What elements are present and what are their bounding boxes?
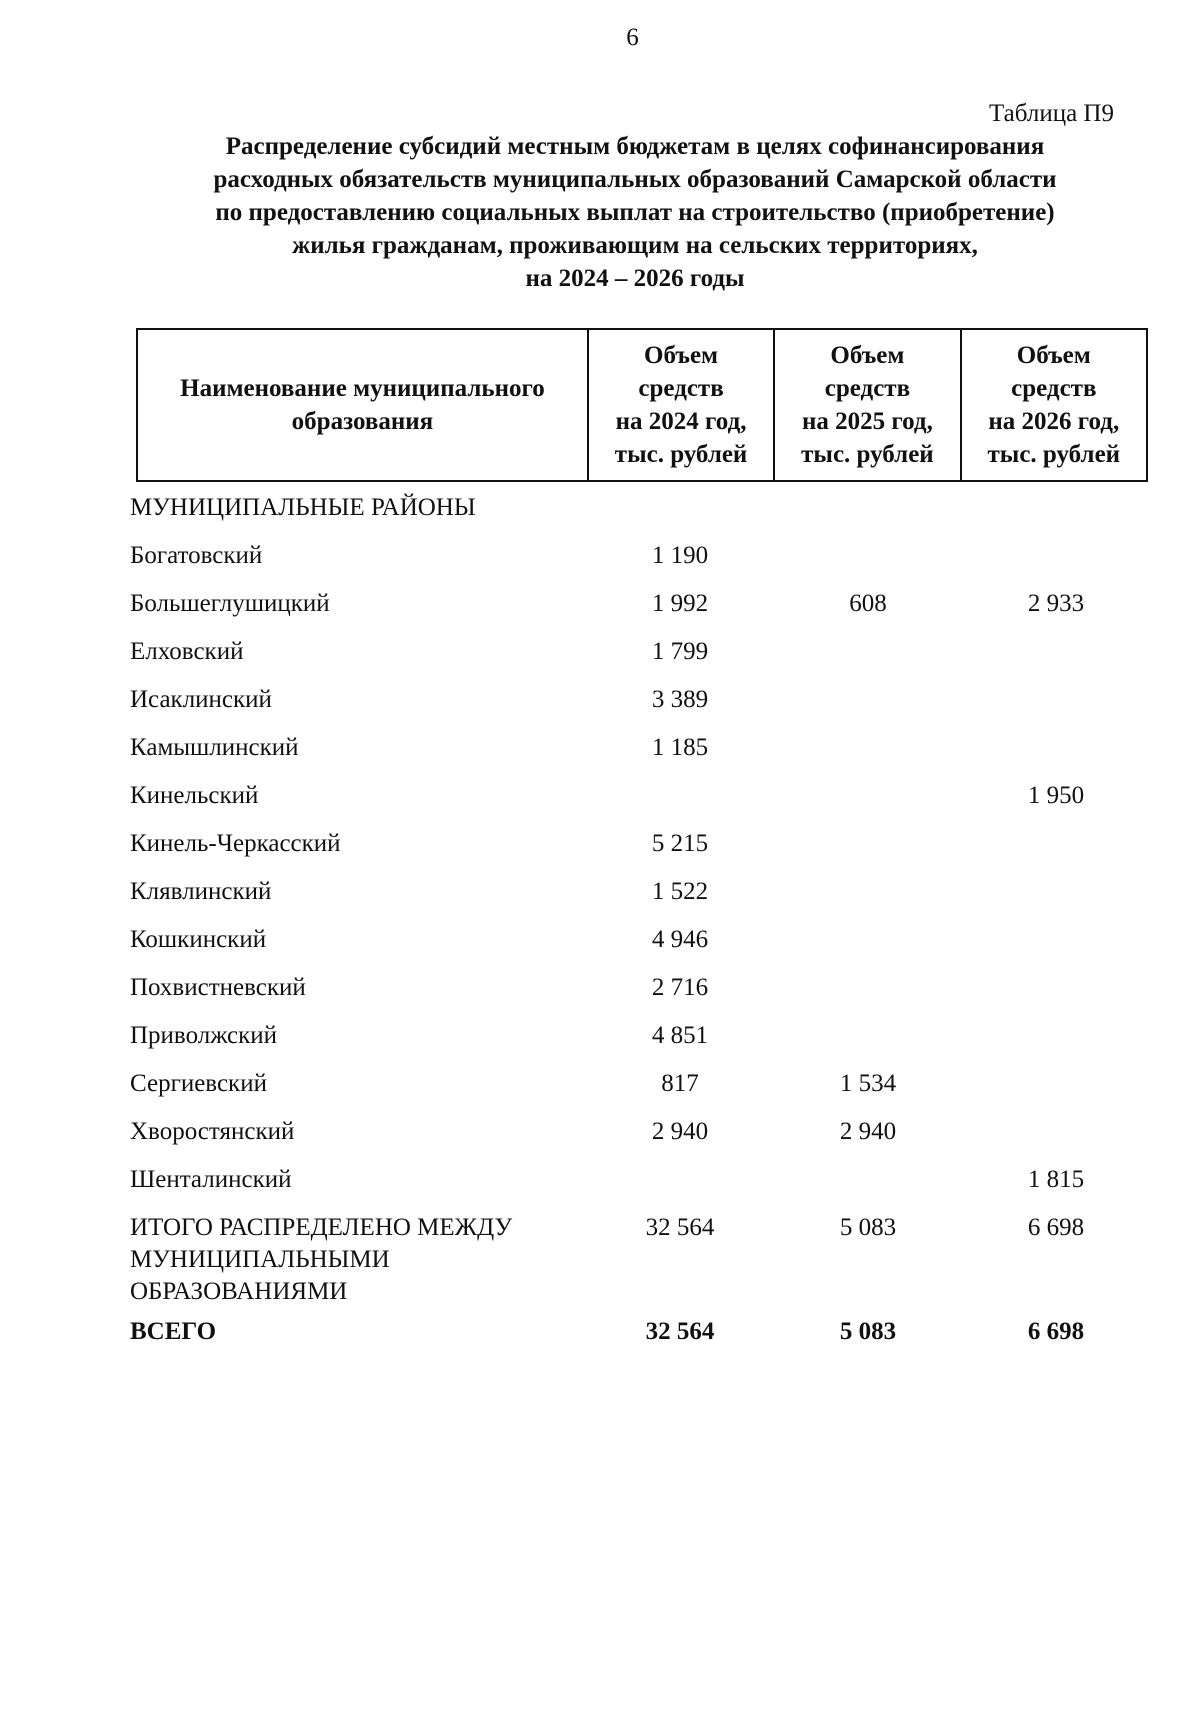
municipality-name: Большеглушицкий	[130, 590, 330, 617]
amount-2024: 817	[661, 1070, 699, 1097]
table-row	[130, 636, 1150, 684]
amount-2026: 2 933	[1027, 590, 1085, 617]
amount-2025: 608	[849, 590, 887, 617]
municipality-name: Камышлинский	[130, 734, 299, 761]
table-label: Таблица П9	[989, 100, 1114, 127]
amount-2024: 4 946	[651, 926, 709, 953]
amount-2024: 2 716	[651, 974, 709, 1001]
total-distributed-row	[130, 1212, 1150, 1316]
amount-2024: 1 185	[651, 734, 709, 761]
amount-2026: 6 698	[1027, 1214, 1085, 1241]
amount-2026	[962, 972, 1150, 1020]
amount-2025	[774, 1164, 962, 1212]
table-header	[136, 328, 1148, 482]
amount-2026	[962, 1116, 1150, 1164]
amount-2024: 1 799	[651, 638, 709, 665]
header-amount-2024: Объем средств на 2024 год, тыс. рублей	[588, 329, 774, 481]
amount-2024: 3 389	[651, 686, 709, 713]
table-body	[130, 492, 1150, 1364]
amount-2025	[774, 876, 962, 924]
amount-2025	[774, 684, 962, 732]
amount-2024	[586, 780, 774, 828]
amount-2026	[962, 924, 1150, 972]
municipality-name: Кинельский	[130, 782, 259, 809]
amount-2025	[774, 540, 962, 588]
amount-2026: 6 698	[1027, 1318, 1085, 1345]
amount-2024	[586, 1164, 774, 1212]
amount-2025: 5 083	[839, 1318, 897, 1345]
amount-2026	[962, 684, 1150, 732]
amount-2026	[962, 636, 1150, 684]
table-row	[130, 924, 1150, 972]
amount-2026: 1 950	[1027, 782, 1085, 809]
table-row	[130, 732, 1150, 780]
header-municipality-name: Наименование муниципального образования	[137, 329, 588, 481]
grand-total-label: ВСЕГО	[130, 1318, 217, 1345]
document-title	[130, 130, 1140, 295]
municipality-name: Хворостянский	[130, 1118, 295, 1145]
amount-2025: 2 940	[839, 1118, 897, 1145]
amount-2024: 1 992	[651, 590, 709, 617]
amount-2026	[962, 876, 1150, 924]
page-number: 6	[626, 24, 639, 51]
municipality-name: Кошкинский	[130, 926, 267, 953]
table-row	[130, 1116, 1150, 1164]
title-line: по предоставлению социальных выплат на строительство (приобретение)	[215, 199, 1055, 226]
municipality-name: Клявлинский	[130, 878, 272, 905]
amount-2025	[774, 972, 962, 1020]
table-row	[130, 1020, 1150, 1068]
amount-2026	[962, 1020, 1150, 1068]
amount-2026	[962, 828, 1150, 876]
amount-2024: 1 522	[651, 878, 709, 905]
header-amount-2026: Объем средств на 2026 год, тыс. рублей	[961, 329, 1147, 481]
table-row	[130, 972, 1150, 1020]
table-row	[130, 1164, 1150, 1212]
municipality-name: Приволжский	[130, 1022, 278, 1049]
total-distributed-label: ИТОГО РАСПРЕДЕЛЕНО МЕЖДУ МУНИЦИПАЛЬНЫМИ ОБРАЗОВАНИЯМИ	[130, 1214, 513, 1305]
title-line: расходных обязательств муниципальных образований Самарской области	[213, 166, 1057, 193]
table-row	[130, 588, 1150, 636]
municipality-name: Богатовский	[130, 542, 263, 569]
title-line: Распределение субсидий местным бюджетам в целях софинансирования	[225, 133, 1045, 160]
municipality-name: Исаклинский	[130, 686, 272, 713]
amount-2026	[962, 732, 1150, 780]
amount-2025	[774, 924, 962, 972]
amount-2026	[962, 540, 1150, 588]
table-row	[130, 684, 1150, 732]
amount-2025	[774, 780, 962, 828]
municipality-name: Шенталинский	[130, 1166, 292, 1193]
table-row	[130, 828, 1150, 876]
amount-2024: 5 215	[651, 830, 709, 857]
amount-2026: 1 815	[1027, 1166, 1085, 1193]
amount-2024: 32 564	[645, 1214, 715, 1241]
municipality-name: Сергиевский	[130, 1070, 267, 1097]
amount-2024: 4 851	[651, 1022, 709, 1049]
amount-2025	[774, 828, 962, 876]
amount-2024: 2 940	[651, 1118, 709, 1145]
amount-2025	[774, 1020, 962, 1068]
amount-2025: 1 534	[839, 1070, 897, 1097]
title-line: на 2024 – 2026 годы	[525, 265, 745, 292]
section-heading: МУНИЦИПАЛЬНЫЕ РАЙОНЫ	[130, 494, 476, 521]
table-row	[130, 780, 1150, 828]
amount-2024: 32 564	[645, 1318, 715, 1345]
table-row	[130, 876, 1150, 924]
table-row	[130, 1068, 1150, 1116]
amount-2026	[962, 1068, 1150, 1116]
municipality-name: Похвистневский	[130, 974, 306, 1001]
amount-2025	[774, 732, 962, 780]
amount-2024: 1 190	[651, 542, 709, 569]
title-line: жилья гражданам, проживающим на сельских территориях,	[292, 232, 978, 259]
municipality-name: Кинель-Черкасский	[130, 830, 341, 857]
grand-total-row	[130, 1316, 1150, 1364]
amount-2025: 5 083	[839, 1214, 897, 1241]
amount-2025	[774, 636, 962, 684]
header-amount-2025: Объем средств на 2025 год, тыс. рублей	[774, 329, 960, 481]
table-row	[130, 540, 1150, 588]
municipality-name: Елховский	[130, 638, 244, 665]
